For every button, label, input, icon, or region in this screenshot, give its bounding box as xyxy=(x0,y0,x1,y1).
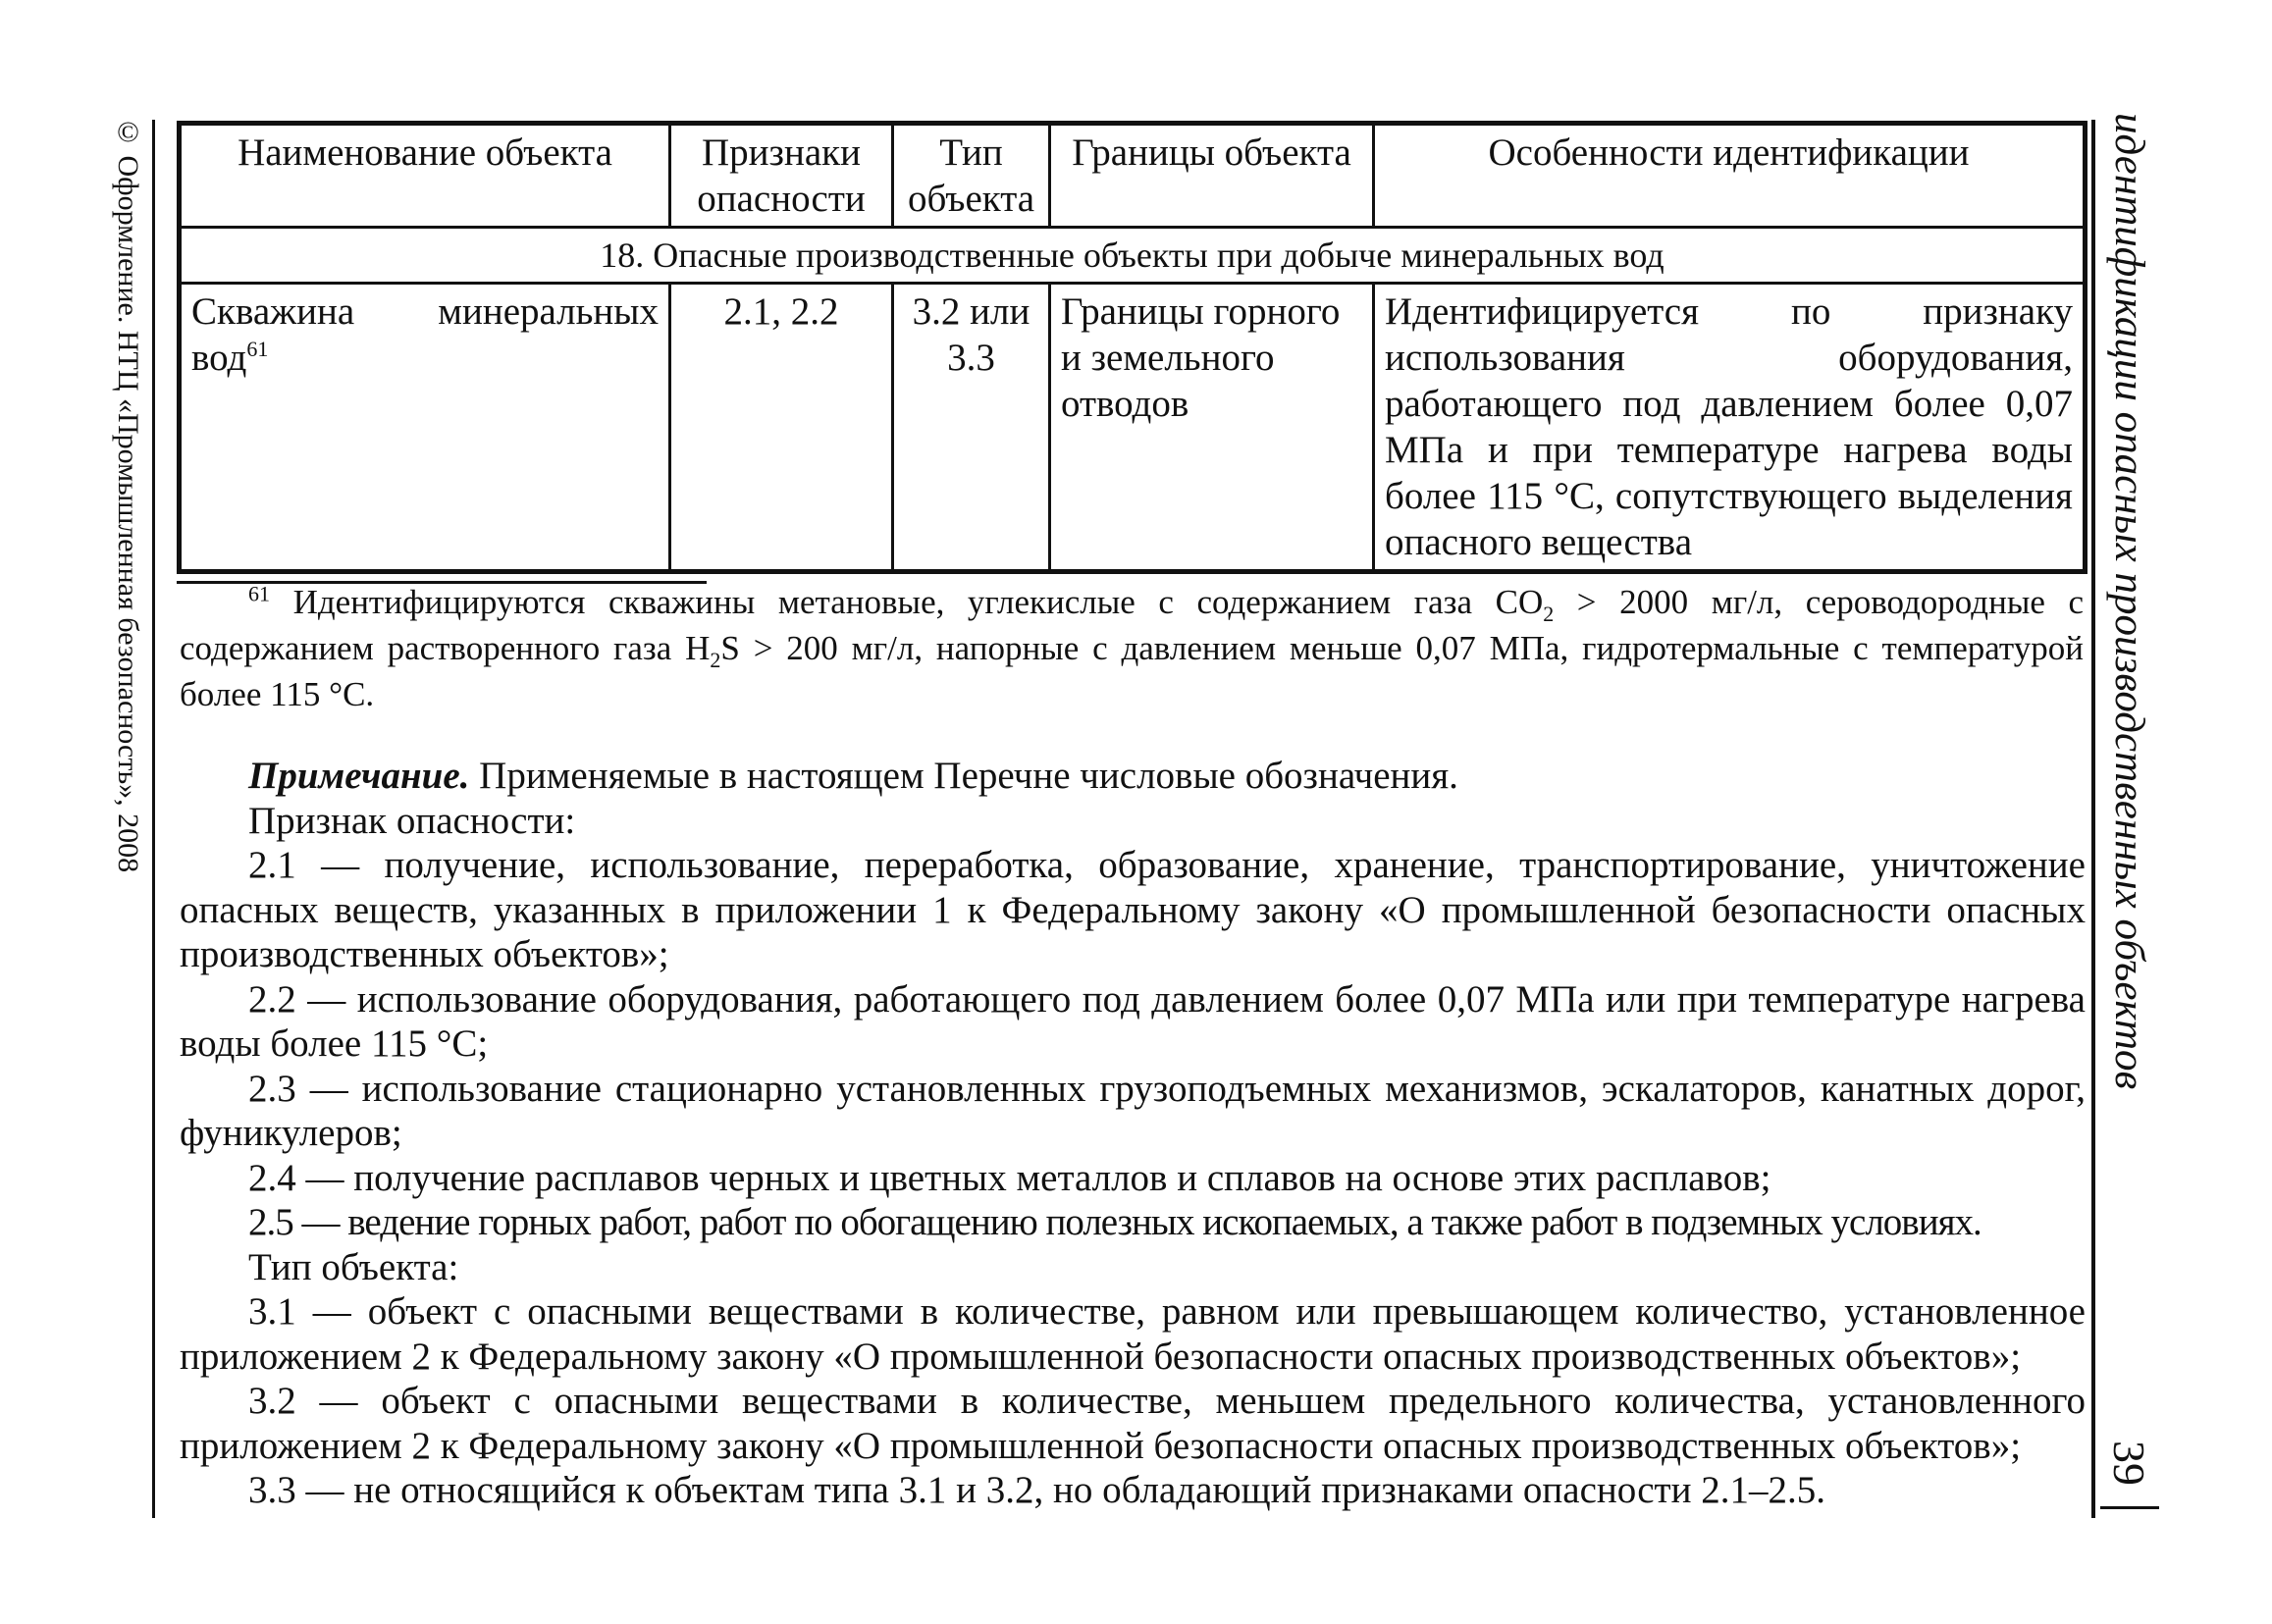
cell-object-name xyxy=(180,284,670,572)
list-item: 3.2 — объект с опасными веществами в количестве, меньшем предельного количества, установленного приложением 2 к Федеральному закону «О промышленной безопасности опасных производственных объектов»; xyxy=(180,1380,2086,1467)
footnote-text-3: S > 200 мг/л, напорные с давлением меньше 0,07 МПа, гидротермальные с температурой более 115 °С. xyxy=(180,629,2084,713)
cell-hazard-signs: 2.1, 2.2 xyxy=(670,284,893,572)
header-hazard-signs: Признаки опасности xyxy=(670,124,893,228)
cell-object-type: 3.2 или 3.3 xyxy=(893,284,1050,572)
header-identification-features: Особенности идентификации xyxy=(1374,124,2086,228)
table-row xyxy=(180,284,2086,572)
page-number-rule xyxy=(2100,1506,2159,1509)
note-block xyxy=(180,754,2086,1513)
header-object-name: Наименование объекта xyxy=(180,124,670,228)
list-item: 2.4 — получение расплавов черных и цветных металлов и сплавов на основе этих расплавов; xyxy=(248,1156,1771,1199)
copyright-notice: © Оформление. НТЦ «Промышленная безопасность», 2008 xyxy=(112,116,144,873)
list-item: 2.3 — использование стационарно установленных грузоподъемных механизмов, эскалаторов, канатных дорог, фуникулеров; xyxy=(180,1067,2086,1154)
list-item: 2.1 — получение, использование, переработка, образование, хранение, транспортирование, уничтожение опасных веществ, указанных в приложении 1 к Федеральному закону «О промышленной безопасности опасных производственных объектов»; xyxy=(180,844,2086,975)
cell-identification-features: Идентифицируется по признаку использования оборудования, работающего под давлением более 0,07 МПа и при температуре нагрева воды более 115 °С, сопутствующего выделения опасного вещества xyxy=(1374,284,2086,572)
footnote-sub-1: 2 xyxy=(1543,602,1555,626)
right-margin-rule xyxy=(2091,120,2095,1518)
footnote-text-2: > 2000 мг/л, сероводородные с содержанием растворенного газа H xyxy=(180,583,2084,667)
note-intro xyxy=(180,754,2086,799)
table-header-row xyxy=(180,124,2086,228)
list-item: 3.1 — объект с опасными веществами в количестве, равном или превышающем количество, установленное приложением 2 к Федеральному закону «О промышленной безопасности опасных производственных объектов»; xyxy=(180,1290,2086,1378)
footnote-number: 61 xyxy=(248,581,270,606)
header-object-boundaries: Границы объекта xyxy=(1050,124,1374,228)
list-item: 2.5 — ведение горных работ, работ по обогащению полезных ископаемых, а также работ в подземных условиях. xyxy=(248,1201,1981,1243)
page-number: 39 xyxy=(2104,1441,2154,1486)
identification-table xyxy=(177,121,2087,574)
list-item: 3.3 — не относящийся к объектам типа 3.1 и 3.2, но обладающий признаками опасности 2.1–2.5. xyxy=(248,1469,1825,1511)
footnote-ref: 61 xyxy=(246,337,269,361)
signs-heading: Признак опасности: xyxy=(248,799,576,842)
section-title: 18. Опасные производственные объекты при добыче минеральных вод xyxy=(180,228,2086,284)
running-header: идентификации опасных производственных объектов xyxy=(2106,113,2152,1090)
note-intro-text: Применяемые в настоящем Перечне числовые обозначения. xyxy=(469,755,1458,797)
note-label: Примечание. xyxy=(248,755,470,797)
header-object-type: Тип объекта xyxy=(893,124,1050,228)
object-name-text: Скважина минеральных вод xyxy=(191,290,659,379)
types-heading: Тип объекта: xyxy=(248,1245,459,1288)
footnote-text-1: Идентифицируются скважины метановые, углекислые с содержанием газа СО xyxy=(292,583,1544,621)
cell-boundaries: Границы горного и земельного отводов xyxy=(1050,284,1374,572)
list-item: 2.2 — использование оборудования, работающего под давлением более 0,07 МПа или при температуре нагрева воды более 115 °С; xyxy=(180,977,2086,1065)
footnote-sub-2: 2 xyxy=(710,648,721,672)
left-margin-rule xyxy=(152,120,155,1518)
section-row xyxy=(180,228,2086,284)
footnote xyxy=(180,579,2084,717)
